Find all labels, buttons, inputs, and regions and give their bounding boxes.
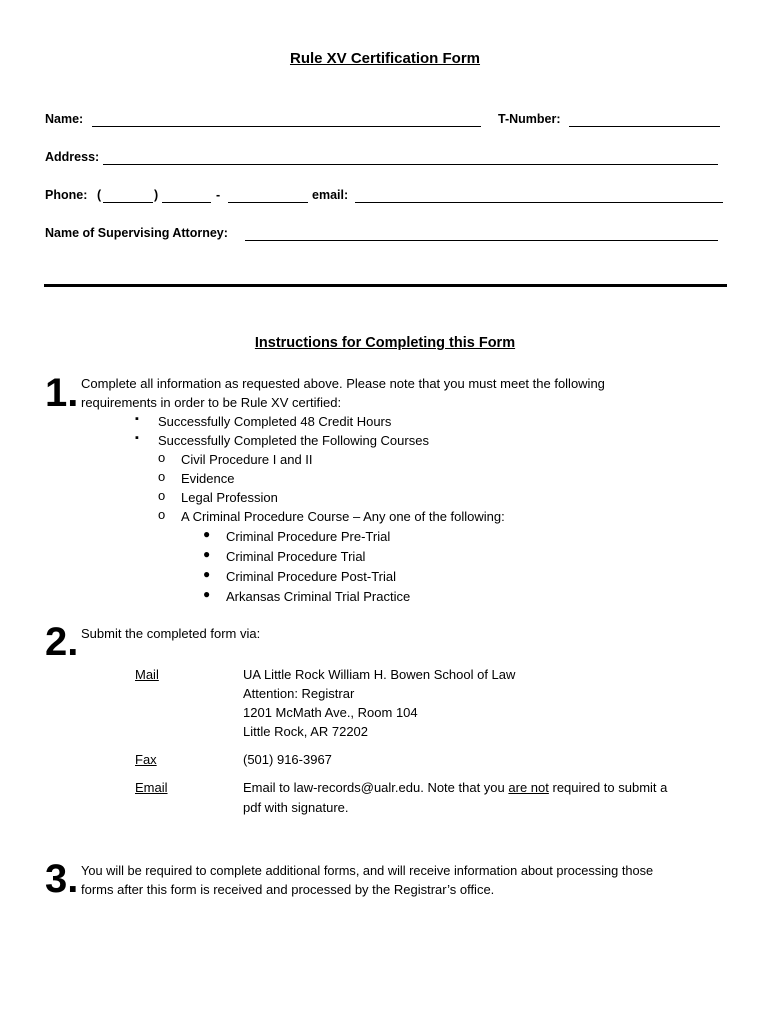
course-item: Evidence [181,471,235,486]
step-1-number: 1. [45,371,79,415]
dot-bullet-icon: ● [203,527,211,541]
phone-line-field[interactable] [228,202,308,203]
step-2-number: 2. [45,620,79,664]
form-title: Rule XV Certification Form [289,50,481,67]
phone-dash: - [216,188,221,202]
phone-area-code-field[interactable] [103,202,153,203]
criminal-option-item: Criminal Procedure Trial [226,549,366,564]
email-text-part: Email to law-records@ualr.edu. Note that you [243,780,509,795]
address-field[interactable] [103,164,718,165]
dot-bullet-icon: ● [203,567,211,581]
attorney-field[interactable] [245,240,718,241]
circle-bullet-icon: o [158,488,166,503]
circle-bullet-icon: o [158,469,166,484]
requirement-item: Successfully Completed the Following Courses [158,433,429,448]
phone-open-paren: ( [97,188,102,202]
step-2-intro: Submit the completed form via: [81,626,261,641]
email-method-label: Email [135,780,168,795]
address-label: Address: [45,150,100,164]
mail-address-line: 1201 McMath Ave., Room 104 [243,705,418,720]
square-bullet-icon: ▪ [135,432,139,444]
attorney-label: Name of Supervising Attorney: [45,226,228,240]
fax-label: Fax [135,752,157,767]
dot-bullet-icon: ● [203,587,211,601]
phone-close-paren: ) [154,188,159,202]
name-field[interactable] [92,126,481,127]
mail-address-line: Attention: Registrar [243,686,355,701]
criminal-option-item: Arkansas Criminal Trial Practice [226,589,411,604]
circle-bullet-icon: o [158,507,166,522]
phone-prefix-field[interactable] [162,202,211,203]
course-item: Legal Profession [181,490,278,505]
step-3-number: 3. [45,857,79,901]
course-item: Civil Procedure I and II [181,452,313,467]
fax-number: (501) 916-3967 [243,752,332,767]
email-text-part: required to submit a [548,780,668,795]
requirement-item: Successfully Completed 48 Credit Hours [158,414,392,429]
mail-label: Mail [135,667,159,682]
phone-label: Phone: [45,188,88,202]
step-3-line-2: forms after this form is received and processed by the Registrar’s office. [81,882,495,897]
email-field[interactable] [355,202,723,203]
step-3-line-1: You will be required to complete additional forms, and will receive information about processing those [81,863,654,878]
email-text-emphasis: are not [508,780,549,795]
name-label: Name: [45,112,84,126]
email-method-text [243,778,667,797]
circle-bullet-icon: o [158,450,166,465]
mail-address-line: UA Little Rock William H. Bowen School of Law [243,667,516,682]
tnumber-label: T-Number: [498,112,561,126]
criminal-option-item: Criminal Procedure Post-Trial [226,569,397,584]
course-item: A Criminal Procedure Course – Any one of the following: [181,509,505,524]
tnumber-field[interactable] [569,126,720,127]
instructions-title: Instructions for Completing this Form [254,335,516,351]
step-1-line-2: requirements in order to be Rule XV certified: [81,395,342,410]
step-1-line-1: Complete all information as requested above. Please note that you must meet the following [81,376,605,391]
dot-bullet-icon: ● [203,547,211,561]
square-bullet-icon: ▪ [135,413,139,425]
mail-address-line: Little Rock, AR 72202 [243,724,369,739]
section-divider [44,284,727,287]
email-method-text-line-2: pdf with signature. [243,800,349,815]
criminal-option-item: Criminal Procedure Pre-Trial [226,529,391,544]
email-label: email: [312,188,349,202]
